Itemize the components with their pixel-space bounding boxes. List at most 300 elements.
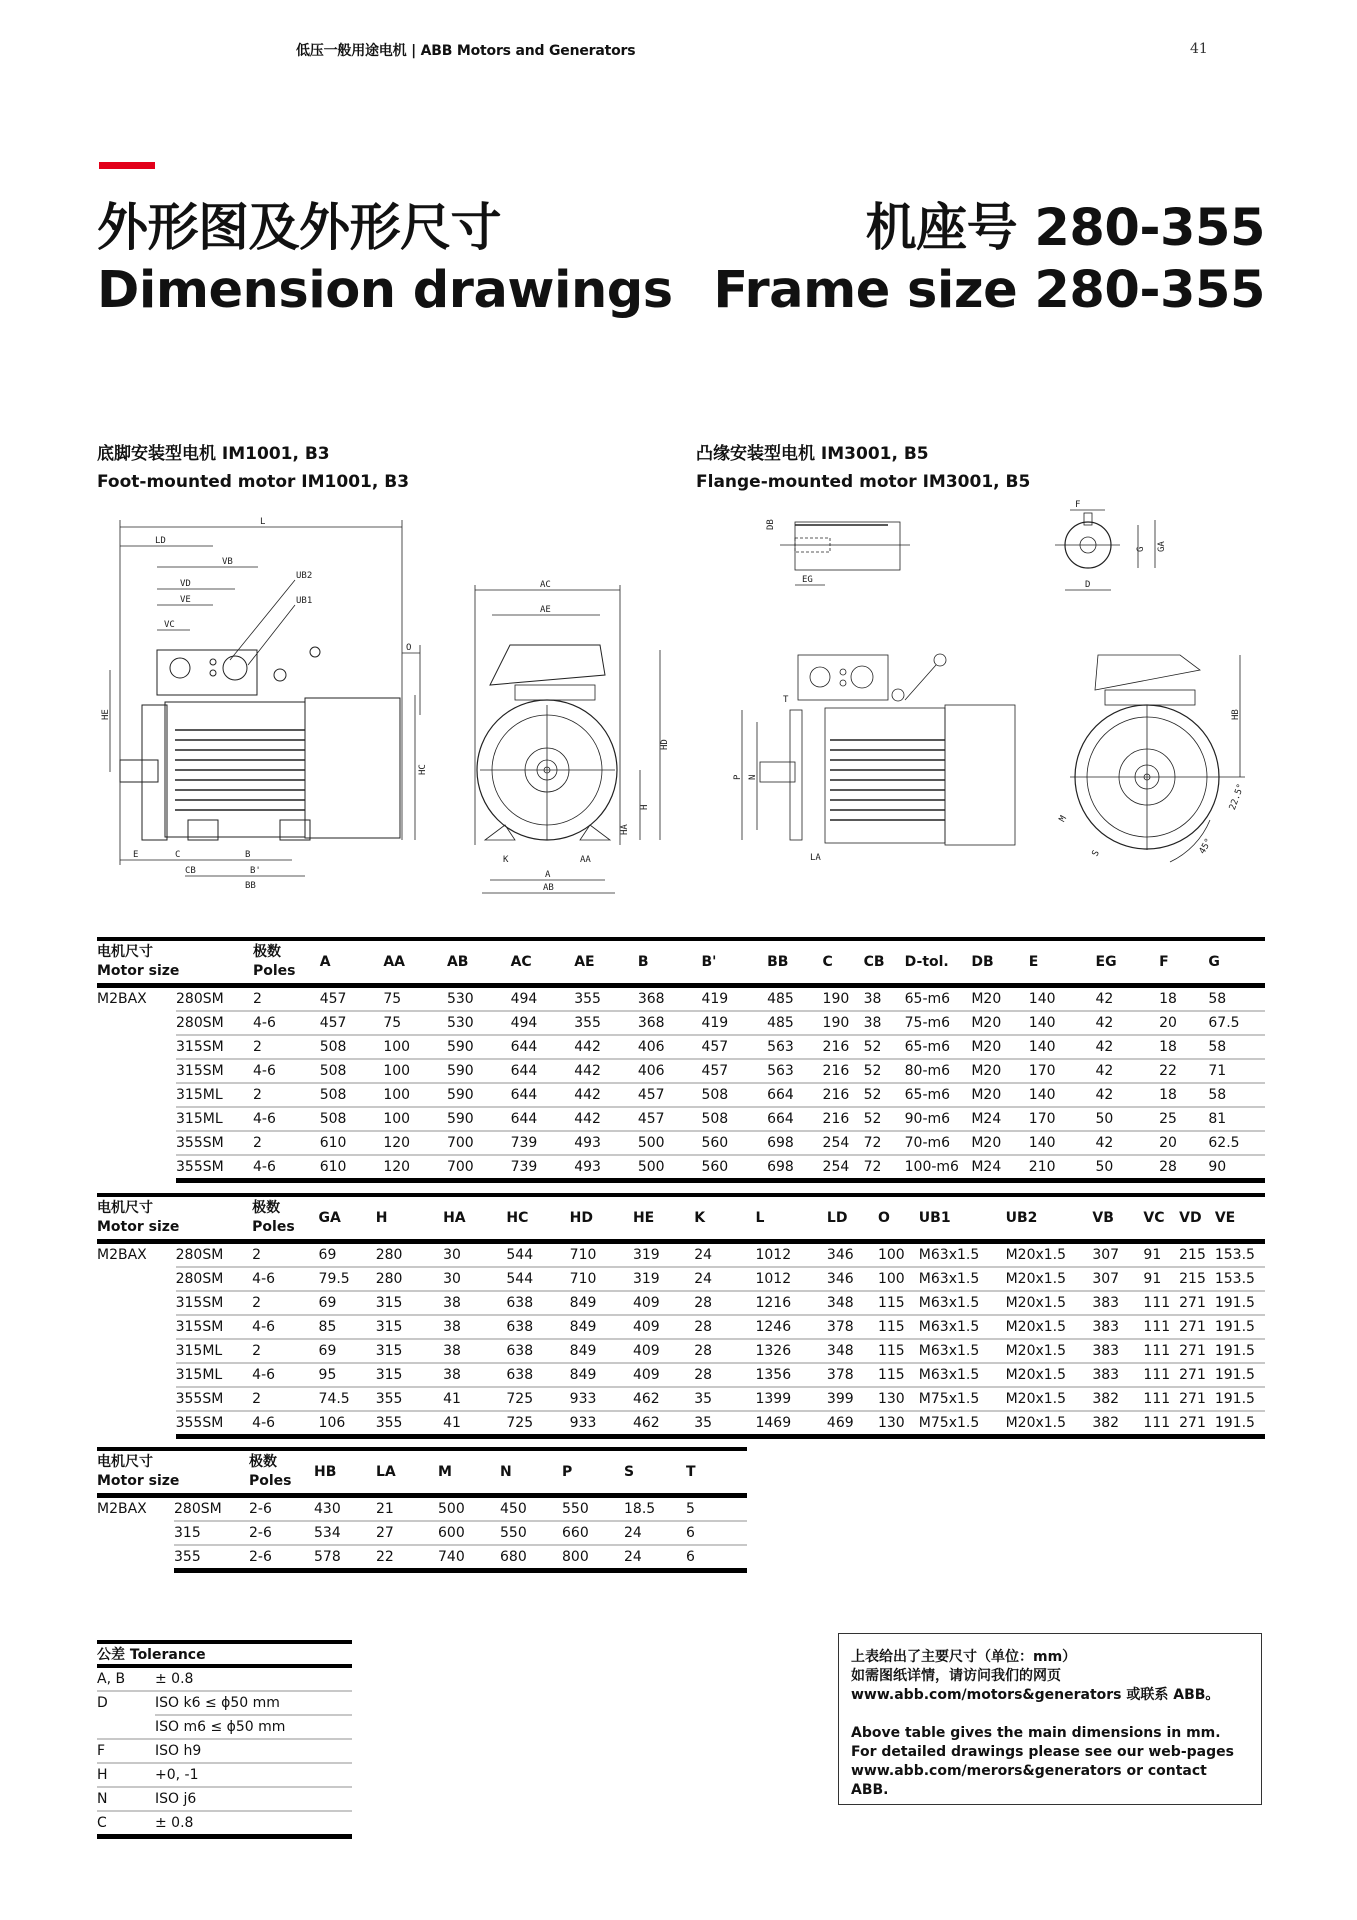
motor-size-cell: 315ML: [176, 1339, 253, 1363]
value-cell: 457: [320, 1011, 384, 1035]
tolerance-key: F: [97, 1739, 155, 1763]
svg-text:T: T: [783, 695, 789, 705]
col-header: N: [500, 1451, 562, 1496]
value-cell: 530: [447, 986, 511, 1012]
motor-size-header: 电机尺寸 Motor size: [97, 941, 253, 986]
value-cell: M20x1.5: [1006, 1267, 1093, 1291]
value-cell: 590: [447, 1059, 511, 1083]
value-cell: 191.5: [1215, 1315, 1265, 1339]
value-cell: 81: [1208, 1107, 1265, 1131]
value-cell: 71: [1208, 1059, 1265, 1083]
value-cell: 69: [319, 1242, 376, 1268]
value-cell: 120: [383, 1155, 447, 1181]
value-cell: 644: [511, 1083, 575, 1107]
col-header: K: [694, 1197, 755, 1242]
value-cell: M20x1.5: [1006, 1315, 1093, 1339]
value-cell: 442: [574, 1059, 638, 1083]
value-cell: 216: [823, 1107, 864, 1131]
value-cell: 100: [878, 1267, 919, 1291]
value-cell: 355: [376, 1411, 443, 1437]
value-cell: 346: [827, 1267, 878, 1291]
value-cell: 65-m6: [905, 1083, 972, 1107]
value-cell: 409: [633, 1339, 694, 1363]
value-cell: 933: [570, 1411, 633, 1437]
dimension-table-3: [97, 1451, 747, 1573]
tolerance-value: ISO m6 ≤ ϕ50 mm: [155, 1715, 352, 1739]
value-cell: 74.5: [319, 1387, 376, 1411]
value-cell: 111: [1143, 1363, 1179, 1387]
value-cell: 457: [701, 1059, 767, 1083]
value-cell: 508: [320, 1035, 384, 1059]
value-cell: 610: [320, 1155, 384, 1181]
flange-heading-en: Flange-mounted motor IM3001, B5: [696, 472, 1031, 492]
tolerance-row: [97, 1811, 352, 1837]
value-cell: 698: [767, 1131, 822, 1155]
table-row: [97, 1059, 1265, 1083]
value-cell: 534: [314, 1521, 376, 1545]
value-cell: 69: [319, 1291, 376, 1315]
value-cell: 315: [376, 1339, 443, 1363]
table-row: [97, 1387, 1265, 1411]
value-cell: 115: [878, 1339, 919, 1363]
value-cell: 319: [633, 1267, 694, 1291]
value-cell: 100-m6: [905, 1155, 972, 1181]
table-row: [97, 986, 1265, 1012]
table-row: [97, 1035, 1265, 1059]
value-cell: 216: [823, 1083, 864, 1107]
value-cell: 271: [1179, 1387, 1215, 1411]
poles-header: 极数 Poles: [253, 941, 320, 986]
value-cell: 271: [1179, 1411, 1215, 1437]
value-cell: 382: [1092, 1411, 1143, 1437]
motor-size-cell: 315SM: [176, 1315, 253, 1339]
value-cell: 111: [1143, 1339, 1179, 1363]
svg-text:G: G: [1136, 546, 1146, 552]
value-cell: 90: [1208, 1155, 1265, 1181]
value-cell: 42: [1096, 1035, 1160, 1059]
value-cell: 610: [320, 1131, 384, 1155]
value-cell: 315: [376, 1315, 443, 1339]
value-cell: 24: [624, 1545, 686, 1571]
value-cell: 725: [506, 1387, 569, 1411]
tolerance-key: H: [97, 1763, 155, 1787]
value-cell: 58: [1208, 1083, 1265, 1107]
tolerance-key: N: [97, 1787, 155, 1811]
tolerance-row: [97, 1787, 352, 1811]
svg-text:AC: AC: [540, 580, 551, 590]
value-cell: 280: [376, 1242, 443, 1268]
value-cell: 35: [694, 1411, 755, 1437]
value-cell: 1326: [755, 1339, 826, 1363]
value-cell: 508: [701, 1083, 767, 1107]
dimension-table-2: [97, 1197, 1265, 1439]
motor-size-cell: 355SM: [176, 1411, 253, 1437]
svg-text:VB: VB: [222, 557, 233, 567]
value-cell: 368: [638, 1011, 702, 1035]
value-cell: 140: [1029, 1083, 1096, 1107]
motor-body: [120, 647, 400, 840]
value-cell: 307: [1092, 1267, 1143, 1291]
value-cell: 28: [694, 1291, 755, 1315]
col-header: B': [701, 941, 767, 986]
value-cell: 600: [438, 1521, 500, 1545]
value-cell: M63x1.5: [919, 1242, 1006, 1268]
title-zh: 外形图及外形尺寸: [97, 199, 502, 258]
value-cell: 91: [1143, 1267, 1179, 1291]
value-cell: M75x1.5: [919, 1411, 1006, 1437]
value-cell: 271: [1179, 1291, 1215, 1315]
value-cell: 710: [570, 1267, 633, 1291]
value-cell: 508: [320, 1107, 384, 1131]
value-cell: 382: [1092, 1387, 1143, 1411]
tolerance-row: [97, 1666, 352, 1691]
value-cell: 710: [570, 1242, 633, 1268]
value-cell: 130: [878, 1411, 919, 1437]
value-cell: 18: [1159, 986, 1208, 1012]
red-accent-bar: [99, 162, 155, 169]
value-cell: 457: [320, 986, 384, 1012]
note-en-line: Above table gives the main dimensions in mm.: [851, 1725, 1221, 1741]
dimension-table-1: [97, 941, 1265, 1183]
value-cell: 69: [319, 1339, 376, 1363]
tolerance-value: ± 0.8: [155, 1811, 352, 1837]
value-cell: 191.5: [1215, 1387, 1265, 1411]
value-cell: 1469: [755, 1411, 826, 1437]
col-header: HE: [633, 1197, 694, 1242]
value-cell: 120: [383, 1131, 447, 1155]
svg-text:BB: BB: [245, 881, 256, 890]
svg-text:L: L: [260, 517, 266, 527]
value-cell: 346: [827, 1242, 878, 1268]
table1-body: [97, 986, 1265, 1181]
col-header: G: [1208, 941, 1265, 986]
svg-text:VE: VE: [180, 595, 191, 605]
motor-size-cell: 315: [174, 1521, 249, 1545]
value-cell: 530: [447, 1011, 511, 1035]
value-cell: 638: [506, 1363, 569, 1387]
value-cell: 41: [443, 1387, 506, 1411]
table2-body: [97, 1242, 1265, 1437]
col-header: UB2: [1006, 1197, 1093, 1242]
value-cell: 100: [383, 1083, 447, 1107]
value-cell: 42: [1096, 1059, 1160, 1083]
value-cell: 849: [570, 1363, 633, 1387]
value-cell: 383: [1092, 1315, 1143, 1339]
value-cell: 638: [506, 1291, 569, 1315]
value-cell: 20: [1159, 1011, 1208, 1035]
value-cell: 500: [438, 1496, 500, 1522]
svg-text:HD: HD: [660, 739, 670, 750]
table3-body: [97, 1496, 747, 1571]
poles-cell: 2: [253, 1131, 320, 1155]
value-cell: 644: [511, 1107, 575, 1131]
col-header: O: [878, 1197, 919, 1242]
value-cell: 409: [633, 1315, 694, 1339]
table-row: [97, 1083, 1265, 1107]
svg-text:C: C: [175, 850, 181, 860]
value-cell: 191.5: [1215, 1363, 1265, 1387]
value-cell: 590: [447, 1035, 511, 1059]
value-cell: M63x1.5: [919, 1339, 1006, 1363]
value-cell: 30: [443, 1242, 506, 1268]
col-header: A: [320, 941, 384, 986]
value-cell: 115: [878, 1315, 919, 1339]
value-cell: 50: [1096, 1155, 1160, 1181]
tolerance-value: ISO h9: [155, 1739, 352, 1763]
value-cell: 406: [638, 1035, 702, 1059]
motor-size-cell: 280SM: [176, 1242, 253, 1268]
motor-size-cell: 315ML: [176, 1107, 253, 1131]
tolerance-value: ± 0.8: [155, 1666, 352, 1691]
value-cell: 563: [767, 1059, 822, 1083]
value-cell: 664: [767, 1107, 822, 1131]
value-cell: 849: [570, 1339, 633, 1363]
svg-text:45°: 45°: [1197, 836, 1215, 856]
value-cell: 50: [1096, 1107, 1160, 1131]
motor-size-header: 电机尺寸 Motor size: [97, 1451, 249, 1496]
motor-size-cell: 280SM: [174, 1496, 249, 1522]
value-cell: 1012: [755, 1242, 826, 1268]
tolerance-key: A, B: [97, 1666, 155, 1691]
value-cell: 22: [376, 1545, 438, 1571]
tolerance-value: ISO j6: [155, 1787, 352, 1811]
value-cell: 38: [864, 1011, 905, 1035]
svg-text:HA: HA: [620, 824, 630, 835]
poles-cell: 4-6: [252, 1363, 318, 1387]
value-cell: 90-m6: [905, 1107, 972, 1131]
foot-heading-en: Foot-mounted motor IM1001, B3: [97, 472, 410, 492]
value-cell: 1246: [755, 1315, 826, 1339]
frame-title-en: Frame size 280-355: [713, 261, 1265, 320]
svg-text:AA: AA: [580, 855, 591, 865]
value-cell: 348: [827, 1291, 878, 1315]
value-cell: M20x1.5: [1006, 1387, 1093, 1411]
tolerance-key: C: [97, 1811, 155, 1837]
flange-motor-end-drawing: [1050, 640, 1260, 875]
value-cell: 52: [864, 1083, 905, 1107]
value-cell: 508: [701, 1107, 767, 1131]
col-header: HA: [443, 1197, 506, 1242]
value-cell: 111: [1143, 1291, 1179, 1315]
value-cell: 485: [767, 1011, 822, 1035]
value-cell: 38: [864, 986, 905, 1012]
tolerance-row: [97, 1739, 352, 1763]
col-header: VC: [1143, 1197, 1179, 1242]
col-header: VD: [1179, 1197, 1215, 1242]
svg-text:E: E: [133, 850, 139, 860]
value-cell: 442: [574, 1035, 638, 1059]
value-cell: M20x1.5: [1006, 1411, 1093, 1437]
motor-size-cell: 280SM: [176, 1011, 253, 1035]
value-cell: 500: [638, 1131, 702, 1155]
value-cell: 28: [694, 1315, 755, 1339]
motor-size-cell: 355SM: [176, 1387, 253, 1411]
value-cell: 638: [506, 1315, 569, 1339]
page-number: 41: [1190, 41, 1208, 57]
running-header: 低压一般用途电机 | ABB Motors and Generators: [296, 43, 636, 59]
svg-text:A: A: [545, 870, 551, 880]
table1-header-row: [97, 941, 1265, 986]
svg-text:B': B': [250, 866, 261, 876]
svg-text:B: B: [245, 850, 251, 860]
value-cell: 419: [701, 1011, 767, 1035]
value-cell: 560: [701, 1155, 767, 1181]
svg-text:VD: VD: [180, 579, 191, 589]
value-cell: 560: [701, 1131, 767, 1155]
value-cell: 215: [1179, 1267, 1215, 1291]
svg-text:HE: HE: [101, 709, 111, 720]
value-cell: 348: [827, 1339, 878, 1363]
motor-size-cell: 315SM: [176, 1059, 253, 1083]
svg-text:P: P: [733, 774, 743, 780]
svg-text:HC: HC: [418, 764, 428, 775]
poles-cell: 2: [252, 1339, 318, 1363]
col-header: S: [624, 1451, 686, 1496]
table-row: [97, 1242, 1265, 1268]
value-cell: 739: [511, 1131, 575, 1155]
value-cell: 462: [633, 1387, 694, 1411]
svg-text:UB1: UB1: [296, 596, 313, 606]
title-en: Dimension drawings: [97, 261, 673, 320]
col-header: AA: [383, 941, 447, 986]
poles-header: 极数 Poles: [249, 1451, 314, 1496]
value-cell: 849: [570, 1291, 633, 1315]
value-cell: 485: [767, 986, 822, 1012]
value-cell: 100: [878, 1242, 919, 1268]
value-cell: 35: [694, 1387, 755, 1411]
value-cell: 457: [638, 1107, 702, 1131]
value-cell: 430: [314, 1496, 376, 1522]
value-cell: 27: [376, 1521, 438, 1545]
value-cell: 590: [447, 1107, 511, 1131]
value-cell: 6: [686, 1545, 747, 1571]
value-cell: 644: [511, 1059, 575, 1083]
svg-text:AE: AE: [540, 605, 551, 615]
value-cell: 215: [1179, 1242, 1215, 1268]
value-cell: 462: [633, 1411, 694, 1437]
value-cell: M24: [971, 1107, 1028, 1131]
poles-cell: 2-6: [249, 1521, 314, 1545]
flange-motor-side-drawing: [730, 640, 1030, 865]
table-row: [97, 1155, 1265, 1181]
col-header: E: [1029, 941, 1096, 986]
table-row: [97, 1496, 747, 1522]
value-cell: 590: [447, 1083, 511, 1107]
value-cell: 319: [633, 1242, 694, 1268]
page-title: [97, 198, 673, 322]
tolerance-row: [97, 1715, 352, 1739]
value-cell: M20x1.5: [1006, 1339, 1093, 1363]
tolerance-body: [97, 1666, 352, 1837]
col-header: LD: [827, 1197, 878, 1242]
value-cell: 18: [1159, 1083, 1208, 1107]
poles-cell: 4-6: [253, 1059, 320, 1083]
value-cell: 79.5: [319, 1267, 376, 1291]
value-cell: 106: [319, 1411, 376, 1437]
value-cell: 550: [500, 1521, 562, 1545]
note-zh-line: 上表给出了主要尺寸（单位：mm）: [851, 1649, 1077, 1665]
value-cell: 355: [376, 1387, 443, 1411]
value-cell: 111: [1143, 1387, 1179, 1411]
svg-text:HB: HB: [1231, 709, 1241, 720]
value-cell: 28: [1159, 1155, 1208, 1181]
col-header: BB: [767, 941, 822, 986]
poles-cell: 2: [252, 1387, 318, 1411]
value-cell: 38: [443, 1315, 506, 1339]
col-header: C: [823, 941, 864, 986]
poles-cell: 4-6: [252, 1315, 318, 1339]
col-header: LA: [376, 1451, 438, 1496]
col-header: F: [1159, 941, 1208, 986]
value-cell: 383: [1092, 1363, 1143, 1387]
value-cell: 638: [506, 1339, 569, 1363]
svg-text:S: S: [1090, 848, 1102, 859]
value-cell: 698: [767, 1155, 822, 1181]
value-cell: 508: [320, 1083, 384, 1107]
col-header: AC: [511, 941, 575, 986]
note-en-line: www.abb.com/merors&generators or contact ABB.: [851, 1763, 1207, 1798]
col-header: D-tol.: [905, 941, 972, 986]
col-header: UB1: [919, 1197, 1006, 1242]
value-cell: 493: [574, 1155, 638, 1181]
value-cell: 355: [574, 1011, 638, 1035]
value-cell: M63x1.5: [919, 1291, 1006, 1315]
value-cell: 457: [638, 1083, 702, 1107]
foot-mounted-heading: [97, 440, 409, 496]
value-cell: 42: [1096, 1011, 1160, 1035]
col-header: CB: [864, 941, 905, 986]
value-cell: 406: [638, 1059, 702, 1083]
value-cell: 85: [319, 1315, 376, 1339]
svg-text:H: H: [640, 804, 650, 810]
value-cell: 664: [767, 1083, 822, 1107]
shaft-side-detail-drawing: [760, 510, 910, 600]
value-cell: 41: [443, 1411, 506, 1437]
value-cell: 58: [1208, 986, 1265, 1012]
value-cell: 254: [823, 1131, 864, 1155]
value-cell: 140: [1029, 1011, 1096, 1035]
tolerance-row: [97, 1763, 352, 1787]
poles-cell: 4-6: [253, 1107, 320, 1131]
value-cell: 494: [511, 1011, 575, 1035]
value-cell: 469: [827, 1411, 878, 1437]
value-cell: M20: [971, 986, 1028, 1012]
value-cell: M63x1.5: [919, 1267, 1006, 1291]
value-cell: 544: [506, 1242, 569, 1268]
foot-motor-end-drawing: [455, 575, 675, 895]
value-cell: 140: [1029, 986, 1096, 1012]
series-cell: M2BAX: [97, 991, 147, 1007]
table-row: [97, 1291, 1265, 1315]
value-cell: 153.5: [1215, 1267, 1265, 1291]
value-cell: 409: [633, 1363, 694, 1387]
col-header: DB: [971, 941, 1028, 986]
value-cell: 419: [701, 986, 767, 1012]
poles-cell: 2-6: [249, 1496, 314, 1522]
value-cell: 24: [694, 1242, 755, 1268]
poles-cell: 2: [252, 1291, 318, 1315]
value-cell: 111: [1143, 1411, 1179, 1437]
value-cell: 58: [1208, 1035, 1265, 1059]
value-cell: 18.5: [624, 1496, 686, 1522]
col-header: VB: [1092, 1197, 1143, 1242]
value-cell: 52: [864, 1059, 905, 1083]
value-cell: 700: [447, 1155, 511, 1181]
poles-cell: 2: [253, 1083, 320, 1107]
col-header: VE: [1215, 1197, 1265, 1242]
value-cell: 216: [823, 1059, 864, 1083]
col-header: EG: [1096, 941, 1160, 986]
